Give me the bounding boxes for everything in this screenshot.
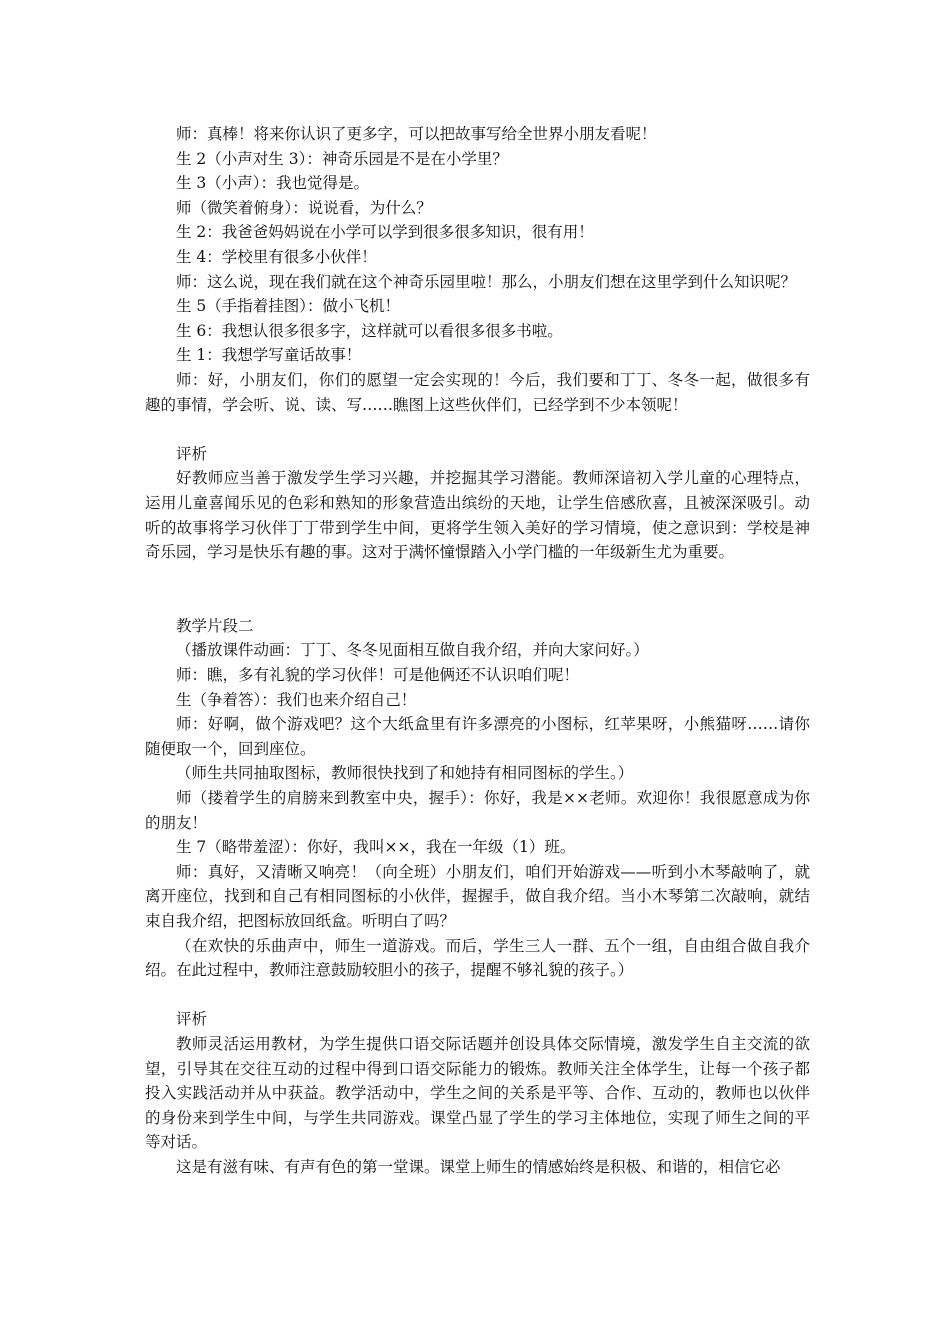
section-heading: 教学片段二 [176,616,254,635]
commentary-paragraph: 教师灵活运用教材，为学生提供口语交际话题并创设具体交际情境，激发学生自主交流的欲望，引导其在交往互动的过程中得到口语交际能力的锻炼。教师关注全体学生，让每一个孩子都投入实践活动并从中获益。教学活动中，学生之间的关系是平等、合作、互动的，教师也以伙伴的身份来到学生中间，与学生共同游戏。课堂凸显了学生的学习主体地位，实现了师生之间的平等对话。 [145,1034,810,1152]
dialogue-line: 生（争着答）：我们也来介绍自己！ [176,690,417,709]
stage-direction: （在欢快的乐曲声中，师生一道游戏。而后，学生三人一群、五个一组，自由组合做自我介绍。在此过程中，教师注意鼓励较胆小的孩子，提醒不够礼貌的孩子。） [145,936,810,980]
paragraph-spacer [145,983,810,1008]
dialogue-line: 师：这么说，现在我们就在这个神奇乐园里啦！那么，小朋友们想在这里学到什么知识呢？ [176,272,797,291]
dialogue-line: 生 7（略带羞涩）：你好，我叫××，我在一年级（1）班。 [176,838,576,857]
dialogue-line: 生 1：我想学写童话故事！ [176,346,362,365]
stage-direction: （师生共同抽取图标，教师很快找到了和她持有相同图标的学生。） [176,764,634,783]
paragraph-spacer [145,589,810,614]
dialogue-line: 师：真棒！将来你认识了更多字，可以把故事写给全世界小朋友看呢！ [176,125,657,143]
dialogue-line: 生 2（小声对生 3）：神奇乐园是不是在小学里？ [176,149,508,168]
commentary-paragraph: 好教师应当善于激发学生学习兴趣，并挖掘其学习潜能。教师深谙初入学儿童的心理特点，运用儿童喜闻乐见的色彩和熟知的形象营造出缤纷的天地，让学生倍感欣喜，且被深深吸引。动听的故事将学习伙伴丁丁带到学生中间，更将学生领入美好的学习情境，使之意识到：学校是神奇乐园，学习是快乐有趣的事。这对于满怀憧憬踏入小学门槛的一年级新生尤为重要。 [145,469,810,562]
dialogue-line: 生 4：学校里有很多小伙伴！ [176,247,377,266]
stage-direction: （播放课件动画：丁丁、冬冬见面相互做自我介绍，并向大家问好。） [176,641,649,660]
section-heading: 评析 [176,1010,208,1029]
paragraph-spacer [145,417,810,442]
dialogue-line: 师（搂着学生的肩膀来到教室中央，握手）：你好，我是××老师。欢迎你！我很愿意成为你的朋友！ [145,789,810,832]
dialogue-line: 师：真好，又清晰又响亮！（向全班）小朋友们，咱们开始游戏——听到小木琴敲响了，就离开座位，找到和自己有相同图标的小伙伴，握握手，做自我介绍。当小木琴第二次敲响，就结束自我介绍，把图标放回纸盒。听明白了吗？ [145,862,810,930]
dialogue-line: 生 3（小声）：我也觉得是。 [176,174,370,193]
dialogue-line: 生 6：我想认很多很多字，这样就可以看很多很多书啦。 [176,321,563,340]
section-heading: 评析 [176,444,208,463]
dialogue-line: 生 5（手指着挂图）：做小飞机！ [176,297,401,316]
dialogue-line: 师：好啊，做个游戏吧？这个大纸盒里有许多漂亮的小图标，红苹果呀，小熊猫呀……请你随便取一个，回到座位。 [145,715,810,758]
dialogue-line: 生 2：我爸爸妈妈说在小学可以学到很多很多知识，很有用！ [176,223,594,242]
paragraph-spacer [145,565,810,590]
document-body [145,122,810,1180]
commentary-paragraph: 这是有滋有味、有声有色的第一堂课。课堂上师生的情感始终是积极、和谐的，相信它必 [176,1157,781,1176]
dialogue-line: 师（微笑着俯身）：说说看，为什么？ [176,198,432,217]
dialogue-line: 师：瞧，多有礼貌的学习伙伴！可是他俩还不认识咱们呢！ [176,666,580,685]
dialogue-line: 师：好，小朋友们，你们的愿望一定会实现的！今后，我们要和丁丁、冬冬一起，做很多有趣的事情，学会听、说、读、写……瞧图上这些伙伴们，已经学到不少本领呢！ [145,370,810,414]
